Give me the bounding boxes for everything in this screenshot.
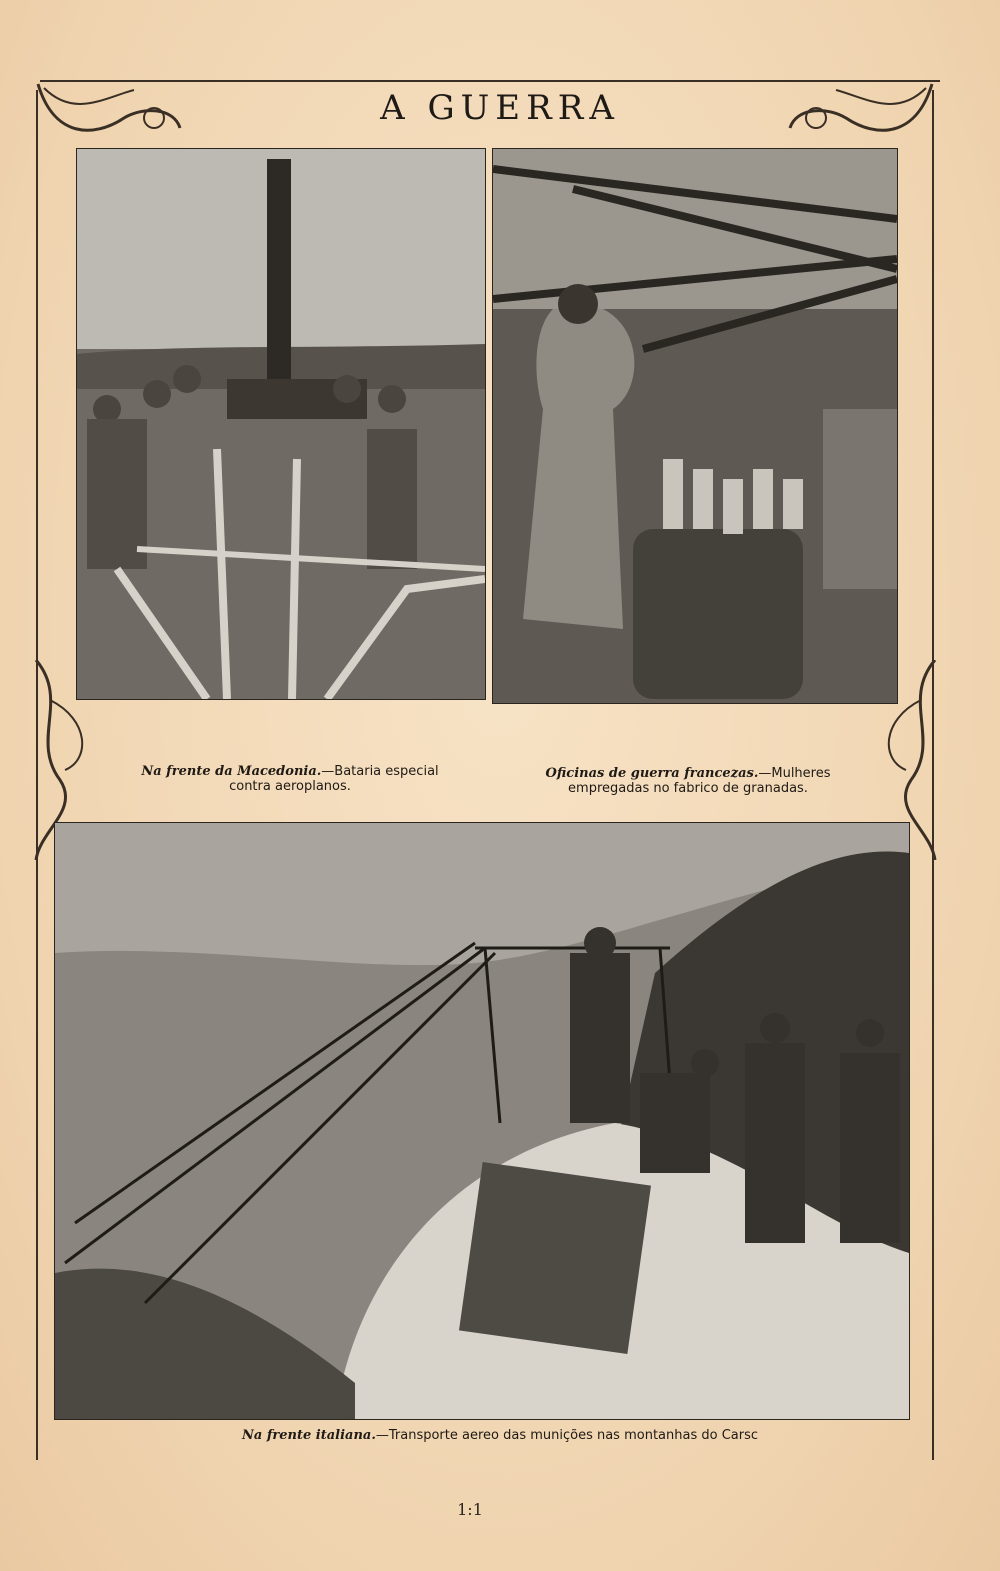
corner-ornament-right-icon (786, 78, 936, 158)
caption-macedonia (120, 764, 460, 794)
caption-italian-front (150, 1428, 850, 1443)
page-title: A GUERRA (380, 88, 620, 128)
photo-munitions-factory (492, 148, 898, 704)
page-number: 1:1 (457, 1500, 483, 1519)
caption-french-workshops-title: Oficinas de guerra francezas. (545, 766, 759, 781)
caption-macedonia-title: Na frente da Macedonia. (141, 764, 322, 779)
caption-italian-front-title: Na frente italiana. (241, 1428, 376, 1443)
corner-ornament-left-icon (34, 78, 184, 158)
caption-french-workshops (518, 766, 858, 796)
photo-aerial-ropeway (54, 822, 910, 1420)
caption-macedonia-text: —Bataria especial contra aeroplanos. (229, 764, 439, 794)
photo-antiaircraft-battery (76, 148, 486, 700)
caption-french-workshops-text: —Mulheres empregadas no fabrico de granadas. (568, 766, 831, 796)
caption-italian-front-text: —Transporte aereo das munições nas montanhas do Carsc (375, 1428, 759, 1443)
